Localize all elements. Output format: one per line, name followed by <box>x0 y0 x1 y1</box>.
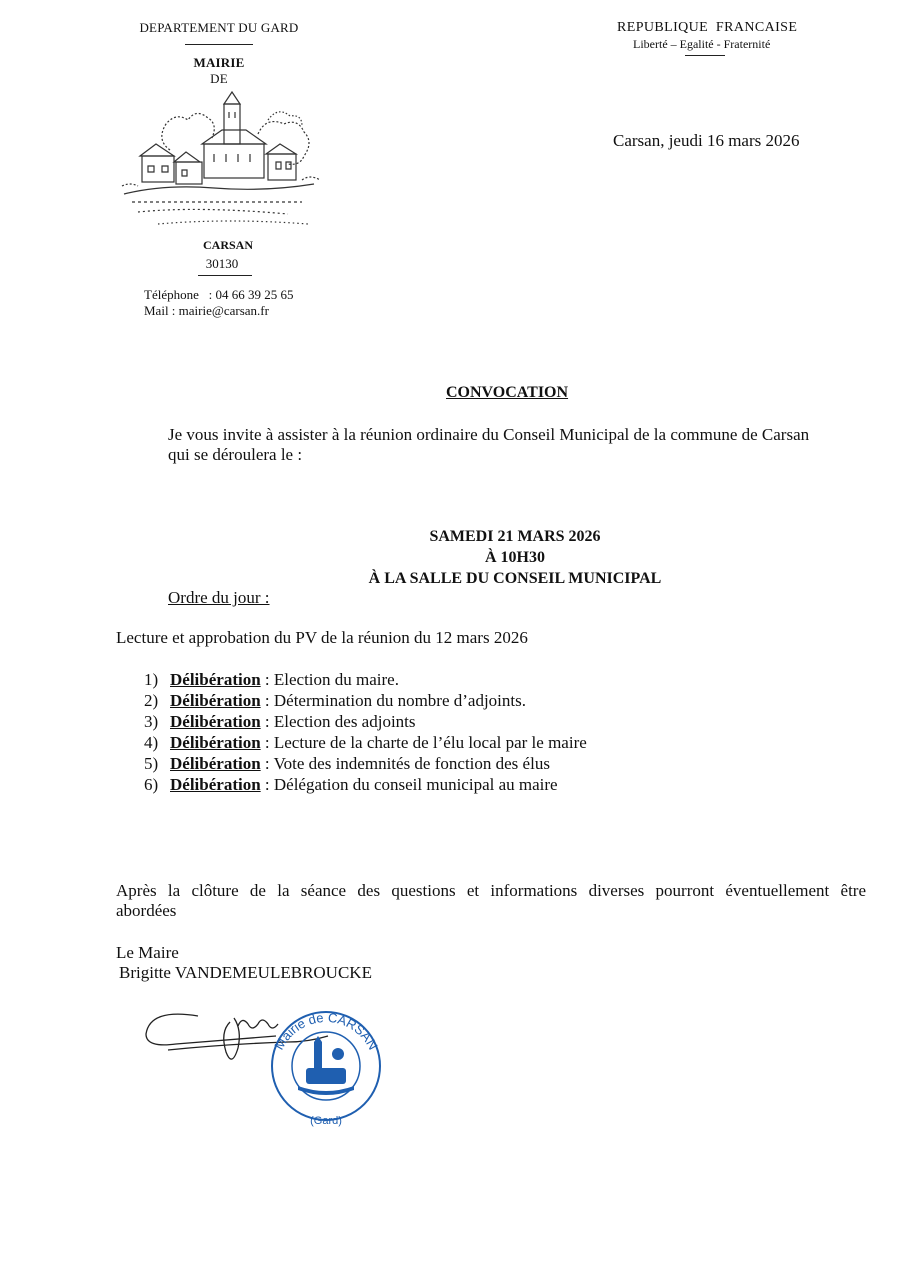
agenda-item-keyword: Délibération <box>170 754 261 773</box>
agenda-item-keyword: Délibération <box>170 733 261 752</box>
department-block <box>96 20 342 87</box>
agenda-item-keyword: Délibération <box>170 691 261 710</box>
invitation-text <box>168 425 868 465</box>
agenda-item-text: : Election des adjoints <box>260 712 416 731</box>
agenda-list <box>144 669 587 795</box>
agenda-item <box>144 669 587 690</box>
agenda-item-number: 2) <box>144 691 159 710</box>
agenda-item-number: 1) <box>144 670 159 689</box>
agenda-item-text: : Délégation du conseil municipal au maire <box>260 775 558 794</box>
agenda-item-keyword: Délibération <box>170 712 261 731</box>
de-label: DE <box>210 71 228 86</box>
meeting-place: À LA SALLE DU CONSEIL MUNICIPAL <box>368 570 662 587</box>
agenda-item-text: : Election du maire. <box>260 670 399 689</box>
village-illustration <box>118 90 324 236</box>
signature-and-stamp <box>138 1000 418 1130</box>
closing-line-2: abordées <box>116 901 177 920</box>
invitation-line-1: Je vous invite à assister à la réunion ordinaire du Conseil Municipal de la commune de Carsan <box>168 425 810 444</box>
agenda-item-text: : Détermination du nombre d’adjoints. <box>260 691 526 710</box>
dateline: Carsan, jeudi 16 mars 2026 <box>613 131 800 150</box>
agenda-item-text: : Lecture de la charte de l’élu local par le maire <box>260 733 587 752</box>
invitation-line-2: qui se déroulera le : <box>168 445 303 464</box>
agenda-item-keyword: Délibération <box>170 775 261 794</box>
agenda-item <box>144 690 587 711</box>
department-rule <box>185 44 253 45</box>
agenda-item-number: 3) <box>144 712 159 731</box>
agenda-item <box>144 732 587 753</box>
contact-block <box>144 287 293 319</box>
official-stamp <box>271 1010 380 1127</box>
meeting-time: À 10H30 <box>485 549 545 566</box>
department-name: DEPARTEMENT DU GARD <box>139 20 299 35</box>
agenda-item-number: 5) <box>144 754 159 773</box>
page-title: CONVOCATION <box>446 384 569 401</box>
commune-name: CARSAN <box>202 238 253 252</box>
agenda-item <box>144 774 587 795</box>
agenda-lecture: Lecture et approbation du PV de la réunion du 12 mars 2026 <box>116 628 528 647</box>
republic-title: REPUBLIQUE FRANCAISE <box>617 20 798 35</box>
agenda-item-text: : Vote des indemnités de fonction des élus <box>260 754 550 773</box>
telephone-line: Téléphone : 04 66 39 25 65 <box>144 287 294 302</box>
signatory-name: Brigitte VANDEMEULEBROUCKE <box>119 963 372 982</box>
agenda-label: Ordre du jour : <box>168 588 270 607</box>
closing-line-1: Après la clôture de la séance des questions et informations diverses pourront éventuellement être <box>116 881 866 900</box>
republic-motto: Liberté – Egalité - Fraternité <box>633 37 771 51</box>
agenda-item <box>144 753 587 774</box>
agenda-item <box>144 711 587 732</box>
stamp-text: Mairie de CARSAN <box>271 1009 381 1053</box>
meeting-date: SAMEDI 21 MARS 2026 <box>429 528 601 545</box>
meeting-details <box>300 526 730 589</box>
agenda-item-number: 6) <box>144 775 159 794</box>
agenda-item-keyword: Délibération <box>170 670 261 689</box>
mairie-label: MAIRIE <box>193 55 245 70</box>
closing-text <box>116 881 866 921</box>
agenda-item-number: 4) <box>144 733 159 752</box>
stamp-region: (Gard) <box>310 1115 342 1127</box>
signatory-role: Le Maire <box>116 943 179 962</box>
postal-code: 30130 <box>205 256 239 271</box>
postal-rule <box>198 275 252 276</box>
motto-rule <box>685 55 725 56</box>
mail-line: Mail : mairie@carsan.fr <box>144 303 269 318</box>
